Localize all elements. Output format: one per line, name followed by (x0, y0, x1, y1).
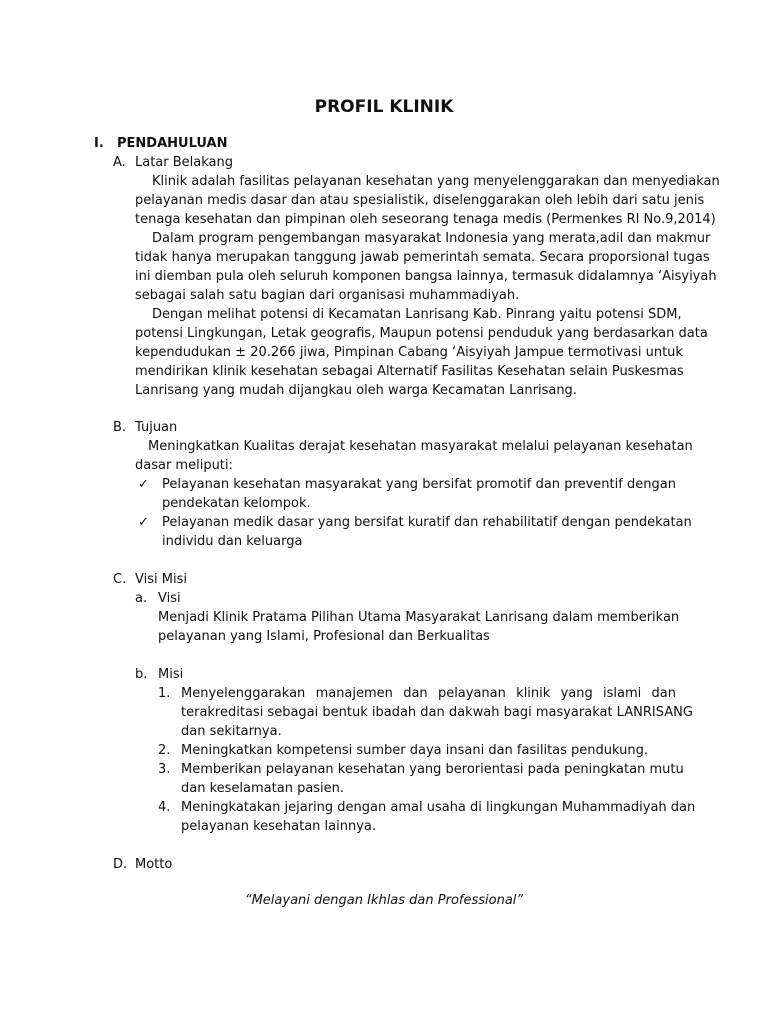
visi-heading: Visi (158, 591, 181, 606)
paragraph-line: Dengan melihat potensi di Kecamatan Lanrisang Kab. Pinrang yaitu potensi SDM, (152, 307, 682, 322)
subsection-letter-b: B. (113, 420, 127, 435)
bullet-line: Pelayanan kesehatan masyarakat yang bersifat promotif dan preventif dengan (162, 477, 676, 492)
paragraph-line: Klinik adalah fasilitas pelayanan kesehatan yang menyelenggarakan dan menyediakan (152, 174, 720, 189)
misi-item-line: terakreditasi sebagai bentuk ibadah dan dakwah bagi masyarakat LANRISANG (181, 705, 693, 720)
visi-line: pelayanan yang Islami, Profesional dan Berkualitas (158, 629, 490, 644)
paragraph-line: dasar meliputi: (135, 458, 233, 473)
misi-letter: b. (135, 667, 148, 682)
subsection-letter-d: D. (113, 857, 128, 872)
misi-item-line: dan keselamatan pasien. (181, 781, 345, 796)
misi-item-line: Memberikan pelayanan kesehatan yang berorientasi pada peningkatan mutu (181, 762, 684, 777)
misi-item-line: pelayanan kesehatan lainnya. (181, 819, 376, 834)
subsection-letter-c: C. (113, 572, 127, 587)
paragraph-line: ini diemban pula oleh seluruh komponen bangsa lainnya, termasuk didalamnya ‘Aisyiyah (135, 269, 717, 284)
misi-item-line: Meningkatkan kompetensi sumber daya insani dan fasilitas pendukung. (181, 743, 649, 758)
paragraph-line: tidak hanya merupakan tanggung jawab pemerintah semata. Secara proporsional tugas (135, 250, 710, 265)
bullet-line: Pelayanan medik dasar yang bersifat kuratif dan rehabilitatif dengan pendekatan (162, 515, 692, 530)
misi-item-number: 4. (158, 800, 171, 815)
section-heading: PENDAHULUAN (117, 136, 228, 151)
paragraph-line: pelayanan medis dasar dan atau spesialistik, diselenggarakan oleh lebih dari satu jenis (135, 193, 705, 208)
paragraph-line: sebagai salah satu bagian dari organisasi muhammadiyah. (135, 288, 520, 303)
paragraph-line: tenaga kesehatan dan pimpinan oleh seseorang tenaga medis (Permenkes RI No.9,2014) (135, 212, 716, 227)
misi-item-line: Menyelenggarakan manajemen dan pelayanan klinik yang islami dan (181, 686, 676, 701)
subsection-heading-motto: Motto (135, 857, 173, 872)
bullet-line: individu dan keluarga (162, 534, 303, 549)
bullet-line: pendekatan kelompok. (162, 496, 311, 511)
misi-item-number: 2. (158, 743, 171, 758)
misi-heading: Misi (158, 667, 184, 682)
paragraph-line: mendirikan klinik kesehatan sebagai Alternatif Fasilitas Kesehatan selain Puskesmas (135, 364, 684, 379)
motto-text: “Melayani dengan Ikhlas dan Professional” (244, 893, 524, 908)
paragraph-line: Meningkatkan Kualitas derajat kesehatan masyarakat melalui pelayanan kesehatan (148, 439, 693, 454)
misi-item-number: 1. (158, 686, 171, 701)
page-title: PROFIL KLINIK (314, 97, 454, 117)
visi-letter: a. (135, 591, 148, 606)
visi-line: Menjadi Klinik Pratama Pilihan Utama Masyarakat Lanrisang dalam memberikan (158, 610, 680, 625)
subsection-heading-visi-misi: Visi Misi (135, 572, 187, 587)
subsection-heading-latar-belakang: Latar Belakang (135, 155, 234, 170)
checkmark-icon: ✓ (138, 515, 149, 530)
checkmark-icon: ✓ (138, 477, 149, 492)
misi-item-line: dan sekitarnya. (181, 724, 282, 739)
subsection-heading-tujuan: Tujuan (135, 420, 178, 435)
paragraph-line: potensi Lingkungan, Letak geografis, Maupun potensi penduduk yang berdasarkan data (135, 326, 708, 341)
paragraph-line: Dalam program pengembangan masyarakat Indonesia yang merata,adil dan makmur (152, 231, 711, 246)
paragraph-line: kependudukan ± 20.266 jiwa, Pimpinan Cabang ‘Aisyiyah Jampue termotivasi untuk (135, 345, 683, 360)
paragraph-line: Lanrisang yang mudah dijangkau oleh warga Kecamatan Lanrisang. (135, 383, 577, 398)
misi-item-line: Meningkatakan jejaring dengan amal usaha di lingkungan Muhammadiyah dan (181, 800, 696, 815)
subsection-letter-a: A. (113, 155, 126, 170)
section-number: I. (94, 136, 104, 151)
misi-item-number: 3. (158, 762, 171, 777)
